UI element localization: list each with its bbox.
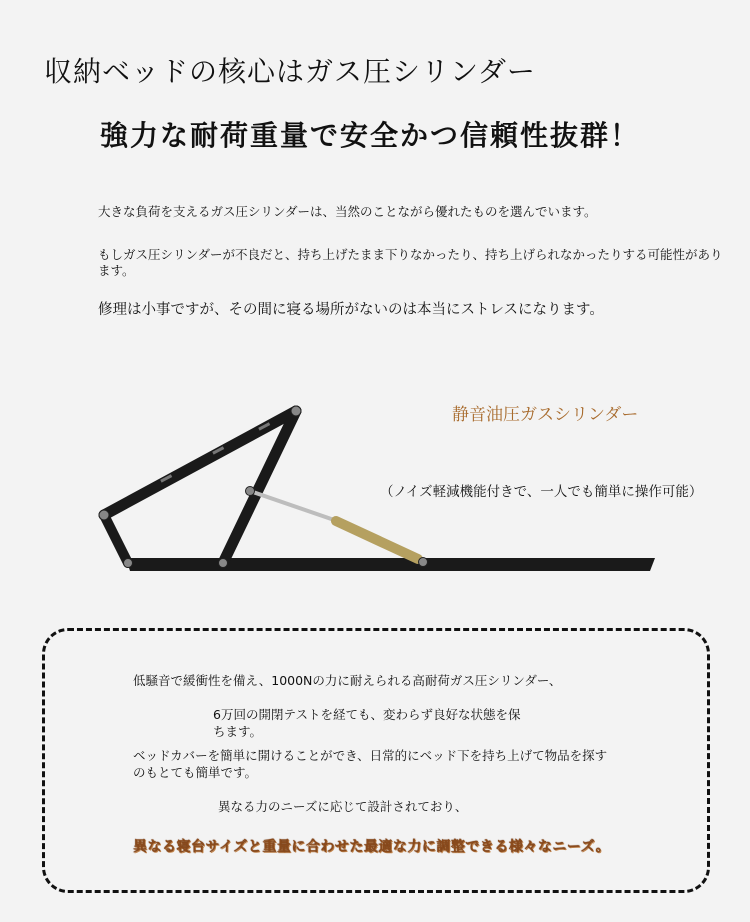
- noise-reduction-note: （ノイズ軽減機能付きで、一人でも簡単に操作可能）: [380, 484, 703, 500]
- feature-line-4: 異なる力のニーズに応じて設計されており、: [218, 799, 468, 814]
- intro-paragraph-1: 大きな負荷を支えるガス圧シリンダーは、当然のことながら優れたものを選んでいます。: [98, 204, 597, 219]
- main-title: 収納ベッドの核心はガス圧シリンダー: [44, 55, 536, 88]
- base-rail: [126, 558, 655, 571]
- pivot-bolt: [291, 406, 301, 416]
- cylinder-rod: [250, 491, 340, 522]
- gas-cylinder-label: 静音油圧ガスシリンダー: [452, 405, 639, 425]
- left-link: [104, 515, 128, 563]
- feature-line-3: ベッドカバーを簡単に開けることができ、日常的にベッド下を持ち上げて物品を探すのもとても簡単です。: [133, 748, 608, 780]
- feature-line-5: 異なる寝台サイズと重量に合わせた最適な力に調整できる様々なニーズ。: [133, 839, 611, 855]
- pivot-bolt: [124, 559, 133, 568]
- sub-title: 強力な耐荷重量で安全かつ信頼性抜群！: [100, 119, 641, 152]
- feature-line-2: 6万回の開閉テストを経ても、変わらず良好な状態を保ちます。: [213, 707, 521, 739]
- cylinder-body: [336, 521, 418, 559]
- intro-paragraph-2: もしガス圧シリンダーが不良だと、持ち上げたまま下りなかったり、持ち上げられなかったりする可能性があります。: [98, 247, 723, 278]
- feature-line-1: 低騒音で緩衝性を備え、1000Nの力に耐えられる高耐荷ガス圧シリンダー、: [133, 673, 562, 688]
- pivot-bolt: [419, 558, 428, 567]
- pivot-bolt: [246, 487, 255, 496]
- pivot-bolt: [99, 510, 109, 520]
- intro-paragraph-3: 修理は小事ですが、その間に寝る場所がないのは本当にストレスになります。: [98, 302, 604, 318]
- pivot-bolt: [219, 559, 228, 568]
